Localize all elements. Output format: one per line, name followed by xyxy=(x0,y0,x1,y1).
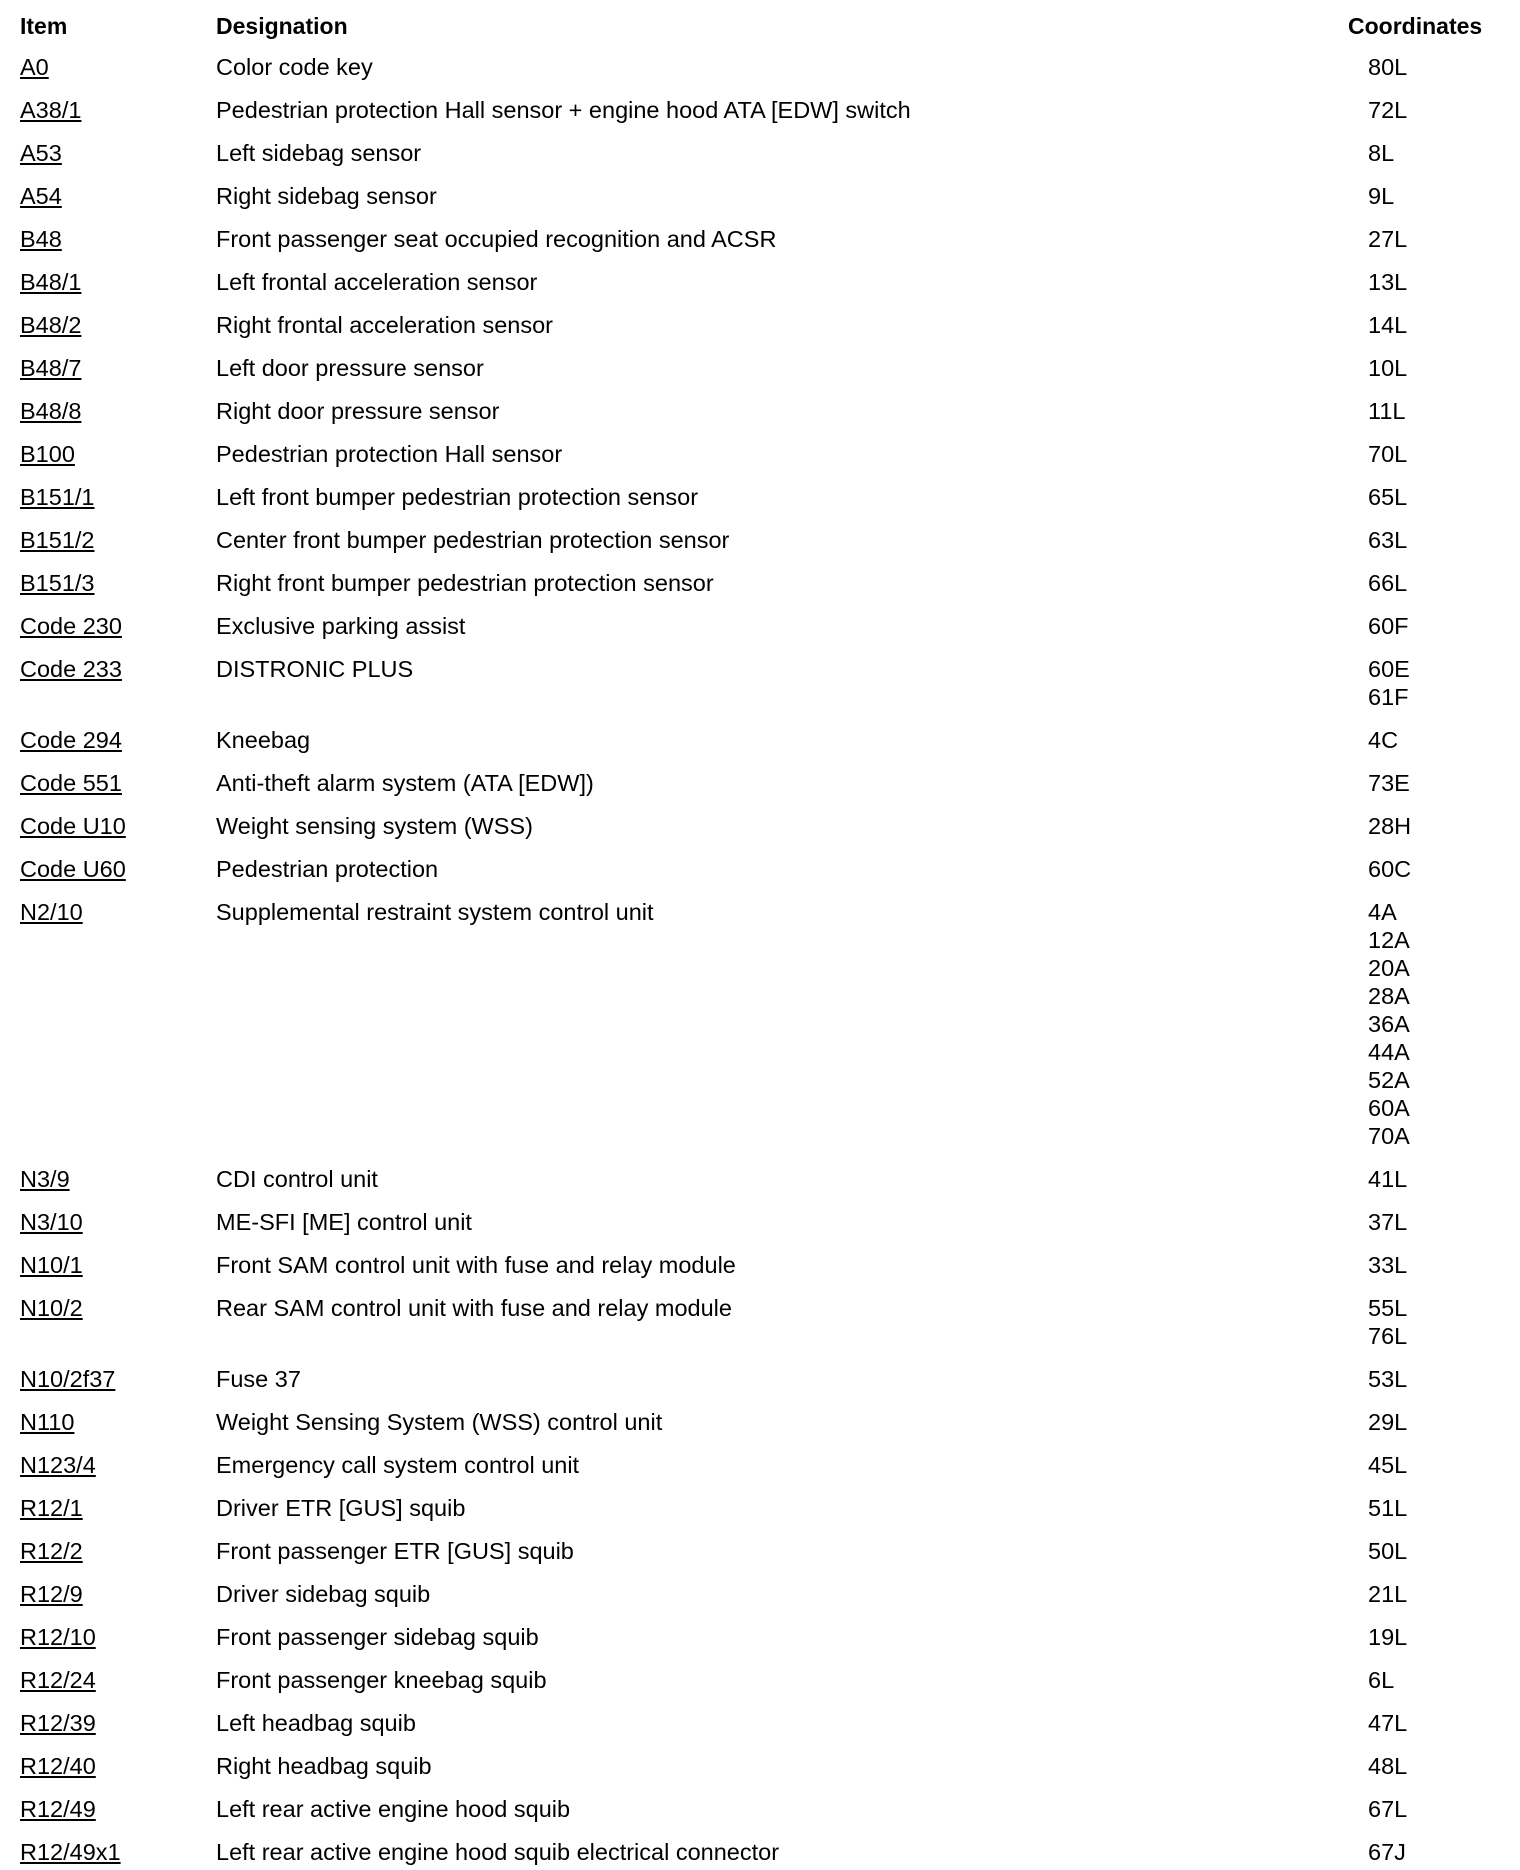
designation-text: Driver sidebag squib xyxy=(216,1581,431,1607)
item-link[interactable]: N3/10 xyxy=(20,1209,83,1235)
coordinates-cell xyxy=(1368,526,1407,554)
coordinates-cell xyxy=(1368,1666,1394,1694)
item-link[interactable]: B48/2 xyxy=(20,312,82,338)
header-item: Item xyxy=(20,13,68,39)
coordinate-value: 12A xyxy=(1368,927,1410,953)
coordinate-value: 36A xyxy=(1368,1011,1410,1037)
designation-text: Pedestrian protection xyxy=(216,856,439,882)
coordinates-cell xyxy=(1368,1451,1407,1479)
designation-text: Left front bumper pedestrian protection sensor xyxy=(216,484,699,510)
designation-text: Right headbag squib xyxy=(216,1753,432,1779)
coordinates-cell xyxy=(1368,1709,1407,1737)
coordinate-value: 63L xyxy=(1368,527,1408,553)
coordinates-cell xyxy=(1368,440,1407,468)
designation-text: Weight sensing system (WSS) xyxy=(216,813,533,839)
item-link[interactable]: R12/49 xyxy=(20,1796,96,1822)
item-link[interactable]: B151/3 xyxy=(20,570,95,596)
coordinates-cell xyxy=(1368,1537,1407,1565)
coordinate-value: 60C xyxy=(1368,856,1412,882)
designation-text: Right front bumper pedestrian protection sensor xyxy=(216,570,714,596)
coordinate-value: 8L xyxy=(1368,140,1395,166)
item-link[interactable]: A54 xyxy=(20,183,62,209)
designation-text: Kneebag xyxy=(216,727,311,753)
item-link[interactable]: Code 233 xyxy=(20,656,122,682)
designation-text: Center front bumper pedestrian protection sensor xyxy=(216,527,730,553)
coordinate-value: 67J xyxy=(1368,1839,1406,1865)
item-link[interactable]: B48/8 xyxy=(20,398,82,424)
coordinates-cell xyxy=(1368,769,1410,797)
coordinate-value: 76L xyxy=(1368,1323,1408,1349)
designation-text: CDI control unit xyxy=(216,1166,378,1192)
coordinate-value: 70A xyxy=(1368,1123,1410,1149)
item-link[interactable]: B151/2 xyxy=(20,527,95,553)
coordinate-value: 21L xyxy=(1368,1581,1408,1607)
designation-text: Right frontal acceleration sensor xyxy=(216,312,554,338)
coordinate-value: 60E xyxy=(1368,656,1410,682)
item-link[interactable]: R12/1 xyxy=(20,1495,83,1521)
item-link[interactable]: N110 xyxy=(20,1409,75,1435)
designation-text: Emergency call system control unit xyxy=(216,1452,580,1478)
coordinate-value: 29L xyxy=(1368,1409,1408,1435)
coordinate-value: 19L xyxy=(1368,1624,1408,1650)
designation-text: Anti-theft alarm system (ATA [EDW]) xyxy=(216,770,594,796)
coordinate-value: 51L xyxy=(1368,1495,1408,1521)
designation-text: DISTRONIC PLUS xyxy=(216,656,414,682)
coordinate-value: 20A xyxy=(1368,955,1410,981)
coordinate-value: 4C xyxy=(1368,727,1399,753)
item-link[interactable]: Code U10 xyxy=(20,813,126,839)
designation-text: ME-SFI [ME] control unit xyxy=(216,1209,472,1235)
coordinate-value: 65L xyxy=(1368,484,1408,510)
designation-text: Exclusive parking assist xyxy=(216,613,466,639)
coordinates-cell xyxy=(1368,855,1411,883)
designation-text: Front passenger seat occupied recognition and ACSR xyxy=(216,226,777,252)
item-link[interactable]: B151/1 xyxy=(20,484,95,510)
item-link[interactable]: N2/10 xyxy=(20,899,83,925)
coordinate-value: 37L xyxy=(1368,1209,1408,1235)
coordinates-cell xyxy=(1368,1580,1407,1608)
coordinate-value: 14L xyxy=(1368,312,1408,338)
coordinate-value: 66L xyxy=(1368,570,1408,596)
coordinates-cell xyxy=(1368,1208,1407,1236)
designation-text: Pedestrian protection Hall sensor + engine hood ATA [EDW] switch xyxy=(216,97,911,123)
coordinate-value: 4A xyxy=(1368,899,1397,925)
designation-text: Left rear active engine hood squib electrical connector xyxy=(216,1839,780,1865)
coordinate-value: 73E xyxy=(1368,770,1410,796)
coordinates-cell xyxy=(1368,1165,1407,1193)
item-link[interactable]: N10/2 xyxy=(20,1295,83,1321)
item-link[interactable]: Code 230 xyxy=(20,613,122,639)
designation-text: Left headbag squib xyxy=(216,1710,416,1736)
coordinate-value: 27L xyxy=(1368,226,1408,252)
item-link[interactable]: A38/1 xyxy=(20,97,82,123)
coordinate-value: 72L xyxy=(1368,97,1408,123)
coordinates-cell xyxy=(1368,1494,1407,1522)
item-link[interactable]: R12/49x1 xyxy=(20,1839,121,1865)
coordinates-cell xyxy=(1368,1838,1406,1866)
coordinate-value: 28H xyxy=(1368,813,1412,839)
coordinate-value: 60F xyxy=(1368,613,1409,639)
coordinates-cell xyxy=(1368,354,1407,382)
designation-text: Left frontal acceleration sensor xyxy=(216,269,538,295)
coordinates-cell xyxy=(1368,1752,1407,1780)
designation-text: Supplemental restraint system control unit xyxy=(216,899,654,925)
coordinates-cell xyxy=(1368,397,1405,425)
item-link[interactable]: R12/10 xyxy=(20,1624,96,1650)
coordinates-cell xyxy=(1368,139,1394,167)
coordinates-cell xyxy=(1368,1251,1407,1279)
item-link[interactable]: Code 294 xyxy=(20,727,122,753)
header-designation: Designation xyxy=(216,13,348,39)
designation-text: Driver ETR [GUS] squib xyxy=(216,1495,466,1521)
coordinates-cell xyxy=(1368,1294,1407,1350)
designation-text: Weight Sensing System (WSS) control unit xyxy=(216,1409,663,1435)
coordinate-value: 10L xyxy=(1368,355,1408,381)
coordinates-cell xyxy=(1368,1365,1407,1393)
coordinate-value: 6L xyxy=(1368,1667,1395,1693)
coordinate-value: 11L xyxy=(1368,398,1406,424)
coordinates-cell xyxy=(1368,898,1410,1150)
coordinates-cell xyxy=(1368,53,1407,81)
item-link[interactable]: R12/40 xyxy=(20,1753,96,1779)
coordinate-value: 28A xyxy=(1368,983,1410,1009)
item-link[interactable]: N10/1 xyxy=(20,1252,83,1278)
designation-text: Rear SAM control unit with fuse and relay module xyxy=(216,1295,732,1321)
coordinates-cell xyxy=(1368,225,1407,253)
coordinates-cell xyxy=(1368,483,1407,511)
item-link[interactable]: N3/9 xyxy=(20,1166,70,1192)
item-link[interactable]: R12/39 xyxy=(20,1710,96,1736)
designation-text: Right sidebag sensor xyxy=(216,183,437,209)
coordinates-cell xyxy=(1368,1623,1407,1651)
coordinates-cell xyxy=(1368,311,1407,339)
coordinates-cell xyxy=(1368,96,1407,124)
coordinate-value: 80L xyxy=(1368,54,1408,80)
coordinates-cell xyxy=(1368,1795,1407,1823)
item-link[interactable]: B48/7 xyxy=(20,355,82,381)
coordinate-value: 47L xyxy=(1368,1710,1408,1736)
coordinate-value: 53L xyxy=(1368,1366,1408,1392)
coordinate-value: 33L xyxy=(1368,1252,1408,1278)
item-link[interactable]: B48 xyxy=(20,226,62,252)
coordinate-value: 67L xyxy=(1368,1796,1408,1822)
item-link[interactable]: N10/2f37 xyxy=(20,1366,116,1392)
item-link[interactable]: A0 xyxy=(20,54,49,80)
coordinates-cell xyxy=(1368,182,1394,210)
item-link[interactable]: R12/2 xyxy=(20,1538,83,1564)
coordinate-value: 60A xyxy=(1368,1095,1410,1121)
designation-text: Left door pressure sensor xyxy=(216,355,484,381)
coordinate-value: 45L xyxy=(1368,1452,1408,1478)
item-link[interactable]: R12/9 xyxy=(20,1581,83,1607)
item-link[interactable]: B100 xyxy=(20,441,75,467)
coordinate-value: 48L xyxy=(1368,1753,1408,1779)
coordinates-cell xyxy=(1368,268,1407,296)
coordinates-cell xyxy=(1368,612,1409,640)
item-link[interactable]: R12/24 xyxy=(20,1667,96,1693)
designation-text: Front passenger sidebag squib xyxy=(216,1624,539,1650)
coordinate-value: 44A xyxy=(1368,1039,1410,1065)
designation-text: Fuse 37 xyxy=(216,1366,301,1392)
designation-text: Front SAM control unit with fuse and relay module xyxy=(216,1252,736,1278)
coordinate-value: 13L xyxy=(1368,269,1408,295)
header-coordinates: Coordinates xyxy=(1348,13,1483,39)
item-link[interactable]: Code 551 xyxy=(20,770,122,796)
item-link[interactable]: B48/1 xyxy=(20,269,82,295)
coordinates-cell xyxy=(1368,655,1410,711)
coordinates-cell xyxy=(1368,812,1411,840)
coordinate-value: 41L xyxy=(1368,1166,1408,1192)
coordinates-cell xyxy=(1368,726,1398,754)
coordinate-value: 70L xyxy=(1368,441,1408,467)
designation-text: Right door pressure sensor xyxy=(216,398,500,424)
coordinate-value: 52A xyxy=(1368,1067,1410,1093)
designation-text: Left sidebag sensor xyxy=(216,140,422,166)
coordinate-value: 50L xyxy=(1368,1538,1408,1564)
item-link[interactable]: N123/4 xyxy=(20,1452,96,1478)
item-link[interactable]: Code U60 xyxy=(20,856,126,882)
item-link[interactable]: A53 xyxy=(20,140,62,166)
coordinate-value: 55L xyxy=(1368,1295,1408,1321)
designation-text: Pedestrian protection Hall sensor xyxy=(216,441,563,467)
coordinates-cell xyxy=(1368,1408,1407,1436)
designation-text: Left rear active engine hood squib xyxy=(216,1796,571,1822)
coordinates-cell xyxy=(1368,569,1407,597)
designation-text: Front passenger kneebag squib xyxy=(216,1667,547,1693)
designation-text: Front passenger ETR [GUS] squib xyxy=(216,1538,574,1564)
designation-text: Color code key xyxy=(216,54,373,80)
coordinate-value: 61F xyxy=(1368,684,1409,710)
coordinate-value: 9L xyxy=(1368,183,1395,209)
